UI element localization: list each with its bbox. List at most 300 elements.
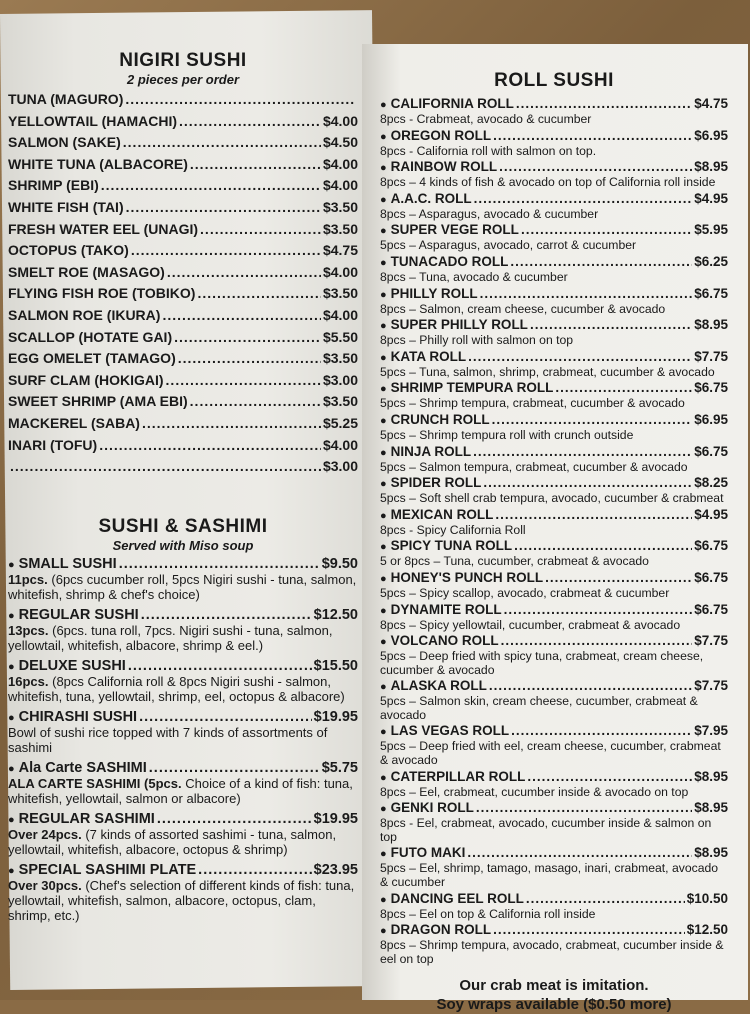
roll-item: [380, 922, 728, 966]
dot-leader: [190, 156, 321, 172]
bullet-icon: ●: [380, 288, 387, 301]
item-description: 8pcs – Eel, crabmeat, cucumber inside & avocado on top: [380, 784, 689, 799]
menu-item-line: [8, 91, 358, 113]
dot-leader: [473, 444, 692, 460]
roll-item: [380, 475, 728, 506]
item-price: $4.00: [322, 155, 358, 172]
item-price: $6.95: [694, 127, 728, 143]
dot-leader: [545, 570, 692, 586]
roll-item: [380, 769, 728, 800]
item-name: MEXICAN ROLL: [390, 506, 494, 522]
item-name: SUPER PHILLY ROLL: [390, 317, 528, 333]
item-price: $7.95: [694, 723, 728, 739]
item-name: YELLOWTAIL (HAMACHI): [8, 112, 178, 129]
item-name: HONEY'S PUNCH ROLL: [390, 569, 544, 585]
menu-item-line: [380, 128, 728, 145]
item-price: $6.75: [694, 538, 728, 554]
description-text: Bowl of sushi rice topped with 7 kinds of assortments of sashimi: [8, 724, 328, 755]
item-description: 8pcs – Eel on top & California roll inside: [380, 906, 596, 921]
dot-leader: [162, 307, 321, 323]
bullet-icon: ●: [380, 803, 387, 816]
menu-item-line: [380, 317, 728, 334]
piece-count: 16pcs.: [8, 673, 49, 689]
crab-meat-note: Our crab meat is imitation.: [459, 977, 649, 995]
description-text: (7 kinds of assorted sashimi - tuna, salmon, yellowtail, whitefish, albacore, octopus & shrimp): [8, 826, 337, 857]
dot-leader: [149, 760, 320, 776]
nigiri-item: [8, 329, 358, 351]
menu-item-line: [380, 602, 728, 619]
item-price: $8.95: [694, 159, 728, 175]
dot-leader: [499, 159, 692, 175]
menu-item-line: [8, 307, 358, 329]
roll-item: [380, 159, 728, 190]
item-description: 8pcs – 4 kinds of fish & avocado on top of California roll inside: [380, 175, 716, 190]
item-name: SPICY TUNA ROLL: [390, 538, 513, 554]
item-name: SHRIMP (EBI): [8, 177, 99, 194]
menu-item-line: [380, 254, 728, 271]
item-name: DANCING EEL ROLL: [390, 890, 524, 906]
menu-item-line: [380, 96, 728, 113]
dot-leader: [10, 458, 321, 474]
dot-leader: [190, 393, 321, 409]
nigiri-item: [8, 437, 358, 459]
item-price: $19.95: [313, 810, 358, 827]
item-name: VOLCANO ROLL: [390, 633, 499, 649]
item-name: SPECIAL SASHIMI PLATE: [18, 861, 197, 878]
item-description: 8pcs – Shrimp tempura, avocado, crabmeat, cucumber inside & eel on top: [380, 938, 724, 966]
item-name: EGG OMELET (TAMAGO): [8, 350, 176, 367]
description-text: (6pcs cucumber roll, 5pcs Nigiri sushi - tuna, salmon, whitefish, shrimp & chef's choice): [8, 571, 357, 602]
menu-item-line: [8, 458, 358, 480]
item-price: $8.95: [694, 800, 728, 816]
item-name: SUPER VEGE ROLL: [390, 222, 519, 238]
item-description: 5pcs – Salmon skin, cream cheese, cucumber, crabmeat & avocado: [380, 694, 698, 722]
item-name: A.A.C. ROLL: [390, 190, 472, 206]
item-description: 8pcs - Crabmeat, avocado & cucumber: [380, 112, 592, 126]
bullet-icon: ●: [380, 509, 387, 522]
bullet-icon: ●: [8, 609, 15, 622]
item-name: SURF CLAM (HOKIGAI): [8, 371, 164, 388]
item-price: $4.95: [694, 506, 728, 522]
roll-item: [380, 286, 728, 317]
item-description: [8, 572, 358, 602]
item-name: CRUNCH ROLL: [390, 411, 490, 427]
item-description: [8, 674, 358, 704]
roll-item: [380, 380, 728, 411]
menu-item-line: [8, 221, 358, 243]
dot-leader: [141, 607, 312, 623]
item-price: $4.75: [694, 96, 728, 111]
bullet-icon: ●: [8, 864, 15, 877]
nigiri-item: [8, 91, 358, 113]
roll-item: [380, 317, 728, 348]
bullet-icon: ●: [380, 162, 387, 175]
roll-item: [380, 845, 728, 889]
menu-item-line: [380, 633, 728, 650]
piece-count: 13pcs.: [8, 622, 49, 638]
bullet-icon: ●: [380, 572, 387, 585]
menu-item-line: [380, 769, 728, 786]
menu-item-line: [8, 156, 358, 178]
dot-leader: [476, 800, 692, 816]
item-name: CATERPILLAR ROLL: [390, 768, 526, 784]
dot-leader: [527, 769, 692, 785]
bullet-icon: ●: [380, 541, 387, 554]
roll-item: [380, 191, 728, 222]
dot-leader: [555, 380, 692, 396]
item-price: $3.50: [322, 393, 358, 410]
item-price: $3.00: [322, 458, 358, 475]
menu-item-line: [380, 159, 728, 176]
bullet-icon: ●: [380, 193, 387, 206]
item-name: LAS VEGAS ROLL: [390, 723, 510, 739]
nigiri-item: [8, 285, 358, 307]
roll-item: [380, 254, 728, 285]
item-name: OREGON ROLL: [390, 127, 492, 143]
nigiri-item: [8, 156, 358, 178]
item-description: 8pcs – Asparagus, avocado & cucumber: [380, 206, 599, 221]
bullet-icon: ●: [380, 893, 387, 906]
item-price: $7.75: [694, 633, 728, 649]
roll-item: [380, 222, 728, 253]
item-description: 8pcs – Spicy yellowtail, cucumber, crabmeat & avocado: [380, 617, 681, 632]
nigiri-item: [8, 134, 358, 156]
item-description: 8pcs - Eel, crabmeat, avocado, cucumber inside & salmon on top: [380, 816, 712, 844]
item-description: 8pcs - Spicy California Roll: [380, 522, 526, 537]
item-description: [8, 827, 358, 857]
roll-item: [380, 891, 728, 922]
description-text: (6pcs. tuna roll, 7pcs. Nigiri sushi - tuna, salmon, yellowtail, whitefish, albacore, shrimp & eel.): [8, 622, 333, 653]
item-price: $6.75: [694, 285, 728, 301]
item-price: $6.75: [694, 443, 728, 459]
sushi-sashimi-item: [8, 607, 358, 653]
item-description: 8pcs – Philly roll with salmon on top: [380, 333, 574, 348]
item-description: [8, 623, 358, 653]
menu-item-line: [380, 678, 728, 695]
menu-item-line: [380, 475, 728, 492]
item-name: REGULAR SUSHI: [18, 606, 139, 623]
bullet-icon: ●: [380, 225, 387, 238]
roll-footer: [380, 976, 728, 1014]
bullet-icon: ●: [8, 762, 15, 775]
item-price: $10.50: [686, 890, 728, 906]
menu-item-line: [8, 372, 358, 394]
bullet-icon: ●: [8, 558, 15, 571]
menu-item-line: [8, 242, 358, 264]
bullet-icon: ●: [380, 256, 387, 269]
nigiri-subtitle: 2 pieces per order: [127, 72, 239, 87]
item-price: $12.50: [313, 606, 358, 623]
dot-leader: [514, 538, 692, 554]
item-description: 5pcs – Eel, shrimp, tamago, masago, inari, crabmeat, avocado & cucumber: [380, 861, 719, 890]
dot-leader: [178, 350, 321, 366]
nigiri-item: [8, 350, 358, 372]
nigiri-item: [8, 177, 358, 199]
nigiri-item: [8, 113, 358, 135]
sushi-sashimi-item: [8, 760, 358, 806]
menu-item-line: [8, 134, 358, 156]
item-price: $6.75: [694, 569, 728, 585]
bullet-icon: ●: [380, 726, 387, 739]
item-price: $4.00: [322, 306, 358, 323]
menu-item-line: [8, 329, 358, 351]
item-name: CHIRASHI SUSHI: [18, 708, 138, 725]
dot-leader: [492, 412, 693, 428]
roll-item: [380, 602, 728, 633]
dot-leader: [131, 242, 321, 258]
bullet-icon: ●: [380, 636, 387, 649]
item-description: 5pcs – Spicy scallop, avocado, crabmeat & cucumber: [380, 585, 670, 600]
item-name: SWEET SHRIMP (AMA EBI): [8, 393, 188, 410]
dot-leader: [99, 437, 321, 453]
dot-leader: [493, 128, 692, 144]
piece-count: 11pcs.: [8, 571, 48, 587]
roll-item: [380, 633, 728, 677]
nigiri-item: [8, 221, 358, 243]
nigiri-item: [8, 415, 358, 437]
item-price: $6.75: [694, 601, 728, 617]
item-price: $3.00: [322, 371, 358, 388]
item-name: PHILLY ROLL: [390, 285, 478, 301]
item-price: $5.25: [322, 414, 358, 431]
sushi-sashimi-item: [8, 811, 358, 857]
item-price: $9.50: [321, 555, 358, 572]
item-price: $4.00: [322, 436, 358, 453]
menu-item-line: [8, 264, 358, 286]
bullet-icon: ●: [8, 813, 15, 826]
item-name: TUNACADO ROLL: [390, 253, 509, 269]
menu-item-line: [380, 570, 728, 587]
dot-leader: [467, 845, 692, 861]
nigiri-item: [8, 393, 358, 415]
bullet-icon: ●: [8, 711, 15, 724]
dot-leader: [468, 349, 692, 365]
dot-leader: [200, 221, 321, 237]
dot-leader: [526, 891, 685, 907]
dot-leader: [128, 658, 312, 674]
dot-leader: [157, 811, 312, 827]
menu-item-line: [8, 393, 358, 415]
menu-item-line: [8, 658, 358, 674]
item-price: $8.95: [694, 317, 728, 333]
item-description: 5pcs – Tuna, salmon, shrimp, crabmeat, cucumber & avocado: [380, 364, 715, 379]
dot-leader: [489, 678, 692, 694]
roll-item: [380, 349, 728, 380]
nigiri-list: [8, 91, 358, 480]
roll-item: [380, 723, 728, 767]
dot-leader: [142, 415, 321, 431]
menu-item-line: [8, 199, 358, 221]
menu-item-line: [8, 350, 358, 372]
item-price: $7.75: [694, 348, 728, 364]
roll-item: [380, 96, 728, 127]
menu-item-line: [8, 709, 358, 725]
sushi-sashimi-item: [8, 862, 358, 923]
menu-item-line: [380, 191, 728, 208]
menu-item-line: [380, 538, 728, 555]
item-name: MACKEREL (SABA): [8, 414, 140, 431]
item-description: [8, 725, 358, 755]
item-description: [8, 878, 358, 923]
bullet-icon: ●: [380, 681, 387, 694]
dot-leader: [166, 372, 321, 388]
bullet-icon: ●: [8, 660, 15, 673]
item-name: SALMON (SAKE): [8, 134, 121, 151]
bullet-icon: ●: [380, 414, 387, 427]
piece-count: Over 30pcs.: [8, 877, 82, 893]
menu-item-line: [8, 811, 358, 827]
roll-item: [380, 570, 728, 601]
bullet-icon: ●: [380, 446, 387, 459]
item-price: $5.50: [322, 328, 358, 345]
bullet-icon: ●: [380, 99, 387, 111]
item-name: REGULAR SASHIMI: [18, 810, 155, 827]
item-name: FLYING FISH ROE (TOBIKO): [8, 285, 196, 302]
item-name: ALASKA ROLL: [390, 678, 487, 694]
dot-leader: [511, 723, 692, 739]
item-price: $19.95: [313, 708, 358, 725]
nigiri-item: [8, 458, 358, 480]
dot-leader: [139, 709, 312, 725]
menu-item-line: [8, 862, 358, 878]
description-text: (Chef's selection of different kinds of fish: tuna, yellowtail, whitefish, salmon, albacore, octopus, clam, shrimp, etc.): [8, 877, 355, 923]
menu-item-line: [8, 556, 358, 572]
dot-leader: [483, 475, 692, 491]
item-price: $8.95: [694, 768, 728, 784]
item-description: 8pcs - California roll with salmon on top.: [380, 143, 597, 158]
sushi-sashimi-item: [8, 556, 358, 602]
item-price: $3.50: [322, 285, 358, 302]
dot-leader: [474, 191, 693, 207]
item-price: $4.75: [322, 242, 358, 259]
menu-item-line: [8, 285, 358, 307]
bullet-icon: ●: [380, 604, 387, 617]
dot-leader: [198, 862, 311, 878]
item-price: $4.00: [322, 112, 358, 129]
item-price: $12.50: [686, 922, 728, 938]
item-price: $3.50: [322, 220, 358, 237]
item-price: $5.95: [694, 222, 728, 238]
item-description: 8pcs – Salmon, cream cheese, cucumber & avocado: [380, 301, 666, 316]
item-name: NINJA ROLL: [390, 443, 472, 459]
dot-leader: [493, 922, 685, 938]
dot-leader: [179, 113, 321, 129]
item-price: $23.95: [313, 861, 358, 878]
item-name: WHITE TUNA (ALBACORE): [8, 155, 188, 172]
description-text: (8pcs California roll & 8pcs Nigiri sushi - salmon, whitefish, tuna, yellowtail, shrimp, eel, octopus & albacore): [8, 673, 345, 704]
roll-item: [380, 128, 728, 159]
item-description: [8, 776, 358, 806]
bullet-icon: ●: [380, 848, 387, 861]
menu-item-line: [8, 113, 358, 135]
menu-item-line: [8, 760, 358, 776]
sushi-sashimi-title: SUSHI & SASHIMI: [98, 515, 268, 537]
menu-item-line: [8, 177, 358, 199]
item-name: SCALLOP (HOTATE GAI): [8, 328, 173, 345]
roll-item: [380, 507, 728, 538]
dot-leader: [123, 134, 321, 150]
item-price: $4.50: [322, 134, 358, 151]
menu-item-line: [380, 507, 728, 524]
bullet-icon: ●: [380, 925, 387, 938]
bullet-icon: ●: [380, 351, 387, 364]
item-price: $4.00: [322, 263, 358, 280]
item-name: FUTO MAKI: [390, 845, 466, 861]
right-column: [380, 70, 728, 1014]
menu-item-line: [380, 222, 728, 239]
dot-leader: [530, 317, 692, 333]
item-name: WHITE FISH (TAI): [8, 198, 124, 215]
menu-item-line: [380, 800, 728, 817]
item-description: 5pcs – Deep fried with eel, cream cheese, cucumber, crabmeat & avocado: [380, 739, 721, 768]
item-name: OCTOPUS (TAKO): [8, 242, 129, 259]
piece-count: Over 24pcs.: [8, 826, 82, 842]
item-price: $15.50: [313, 657, 358, 674]
item-name: DRAGON ROLL: [390, 922, 492, 938]
roll-item: [380, 800, 728, 844]
menu-item-line: [380, 444, 728, 461]
item-name: INARI (TOFU): [8, 436, 98, 453]
nigiri-item: [8, 307, 358, 329]
left-column: [8, 50, 358, 928]
dot-leader: [126, 199, 321, 215]
item-description: 5pcs – Asparagus, avocado, carrot & cucumber: [380, 238, 637, 253]
item-name: RAINBOW ROLL: [390, 159, 498, 175]
item-description: 5pcs – Shrimp tempura roll with crunch outside: [380, 427, 634, 442]
item-price: $4.00: [322, 177, 358, 194]
menu-item-line: [380, 380, 728, 397]
roll-item: [380, 538, 728, 569]
soy-wrap-note: Soy wraps available ($0.50 more): [436, 996, 672, 1014]
item-name: SMELT ROE (MASAGO): [8, 263, 165, 280]
item-price: $4.95: [694, 190, 728, 206]
item-price: $6.95: [694, 411, 728, 427]
menu-item-line: [8, 607, 358, 623]
item-price: $6.75: [694, 380, 728, 396]
item-name: CALIFORNIA ROLL: [390, 96, 514, 111]
sushi-sashimi-item: [8, 658, 358, 704]
menu-item-line: [380, 845, 728, 862]
item-price: $3.50: [322, 350, 358, 367]
dot-leader: [510, 254, 692, 270]
roll-item: [380, 444, 728, 475]
sushi-sashimi-item: [8, 709, 358, 755]
dot-leader: [174, 329, 321, 345]
dot-leader: [125, 91, 356, 107]
dot-leader: [101, 177, 321, 193]
dot-leader: [119, 556, 320, 572]
nigiri-item: [8, 242, 358, 264]
item-price: $8.95: [694, 845, 728, 861]
menu-item-line: [380, 723, 728, 740]
menu-item-line: [380, 286, 728, 303]
nigiri-item: [8, 199, 358, 221]
item-name: SMALL SUSHI: [18, 555, 117, 572]
menu-item-line: [380, 412, 728, 429]
item-price: $8.25: [694, 475, 728, 491]
menu-item-line: [8, 415, 358, 437]
item-name: DELUXE SUSHI: [18, 657, 126, 674]
item-name: Ala Carte SASHIMI: [18, 759, 147, 776]
item-price: $3.50: [322, 198, 358, 215]
nigiri-item: [8, 264, 358, 286]
piece-count: ALA CARTE SASHIMI (5pcs.: [8, 775, 182, 791]
bullet-icon: ●: [380, 383, 387, 396]
bullet-icon: ●: [380, 478, 387, 491]
dot-leader: [495, 507, 692, 523]
item-name: SHRIMP TEMPURA ROLL: [390, 380, 554, 396]
dot-leader: [516, 96, 692, 112]
